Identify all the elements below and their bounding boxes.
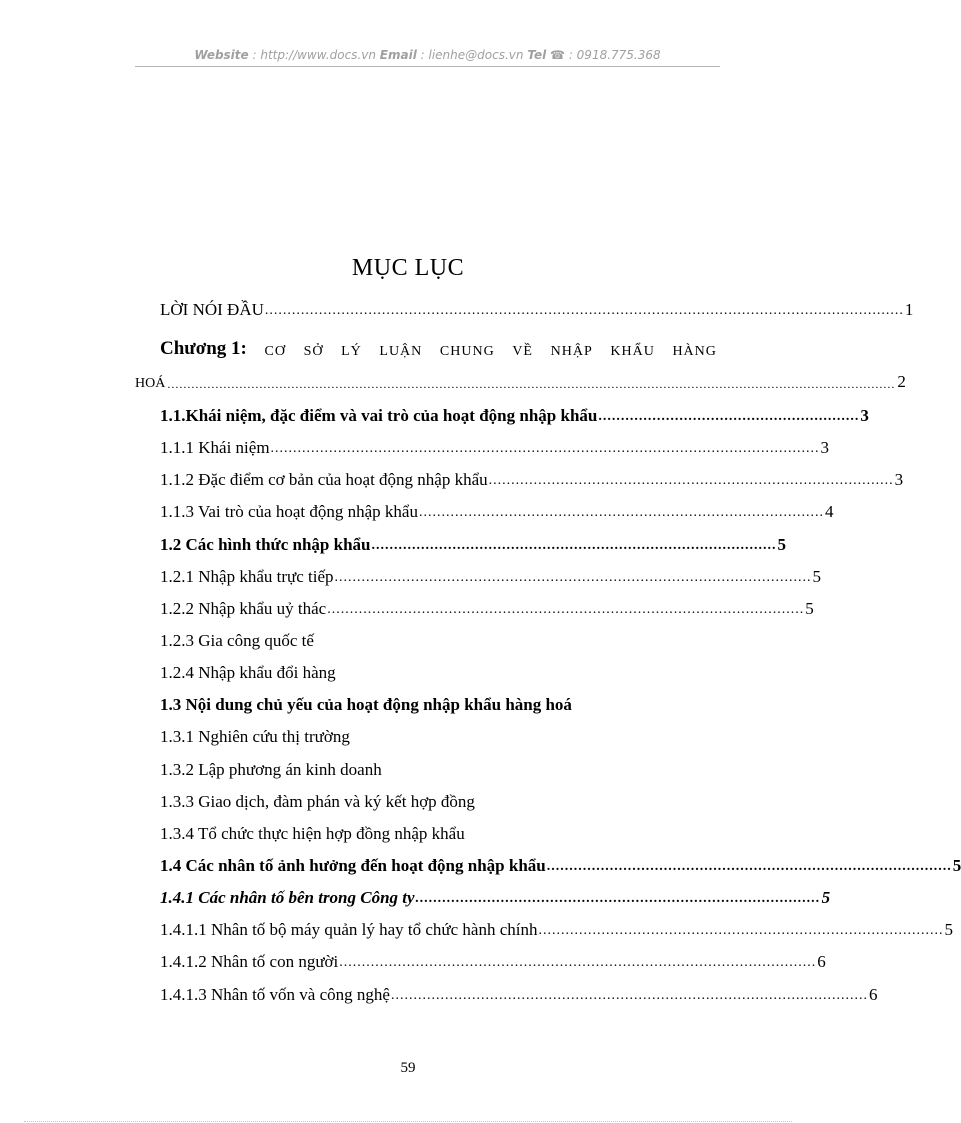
toc-leader-dots: ...................................................................................................................................................................................... bbox=[167, 377, 896, 391]
toc-entry-text: 1.4 Các nhân tố ảnh hưởng đến hoạt động nhập khẩu bbox=[160, 856, 546, 875]
toc-leader-dots: .......................................................................................................... bbox=[327, 602, 805, 617]
toc-entry[interactable] bbox=[160, 627, 717, 649]
toc-leader-dots: .......................................................................................................... bbox=[339, 955, 817, 970]
header-rule bbox=[135, 66, 720, 67]
toc-entry-text: 1.3.4 Tổ chức thực hiện hợp đồng nhập khẩu bbox=[160, 824, 465, 843]
tel-value: : 0918.775.368 bbox=[568, 48, 661, 62]
toc-entry-page: 3 bbox=[860, 406, 869, 425]
toc-entry[interactable] bbox=[160, 884, 831, 907]
toc-entry-page: 5 bbox=[952, 856, 961, 875]
toc-entry-text: 1.3 Nội dung chủ yếu của hoạt động nhập khẩu hàng hoá bbox=[160, 695, 572, 714]
toc-leader-dots: .......................................................................................... bbox=[418, 505, 824, 520]
chapter-word: SỞ bbox=[303, 344, 324, 359]
chapter-word: NHẬP bbox=[550, 344, 593, 359]
toc-entry-text: 1.1.2 Đặc điểm cơ bản của hoạt động nhập khẩu bbox=[160, 470, 488, 489]
toc-entry[interactable] bbox=[160, 788, 717, 810]
chapter-word: CHUNG bbox=[439, 344, 495, 359]
toc-leader-dots: .......................................................................................... bbox=[546, 859, 952, 874]
toc-entry-text: 1.3.3 Giao dịch, đàm phán và ký kết hợp đồng bbox=[160, 792, 475, 811]
page-bottom-border bbox=[24, 1121, 792, 1122]
email-value: : lienhe@docs.vn bbox=[420, 48, 524, 62]
website-label: Website bbox=[194, 48, 249, 62]
toc-entry-page: 6 bbox=[868, 985, 878, 1004]
toc-leader-dots: .......................................................................................................... bbox=[334, 570, 812, 585]
chapter-word: VỀ bbox=[512, 344, 533, 359]
toc-entry[interactable] bbox=[160, 466, 904, 489]
toc-entry[interactable] bbox=[160, 498, 834, 521]
toc-entry[interactable] bbox=[160, 434, 830, 457]
toc-entry-page: 1 bbox=[904, 300, 914, 319]
toc-entry[interactable] bbox=[160, 691, 717, 713]
toc-entry[interactable] bbox=[160, 595, 814, 618]
toc-entry-text: 1.4.1.2 Nhân tố con người bbox=[160, 952, 339, 971]
toc-chapter-1-continuation[interactable] bbox=[135, 370, 906, 392]
toc-leader-dots: .......................................................................................... bbox=[371, 538, 777, 553]
toc-entry[interactable] bbox=[160, 852, 961, 875]
toc-entry-text: 1.2 Các hình thức nhập khẩu bbox=[160, 535, 371, 554]
chapter-word: HÀNG bbox=[672, 344, 717, 359]
toc-leader-dots: .......................................................................................................................... bbox=[270, 441, 820, 456]
toc-entry-text: 1.3.2 Lập phương án kinh doanh bbox=[160, 760, 382, 779]
toc-entry-page: 5 bbox=[805, 599, 814, 618]
toc-entry-text: 1.1.3 Vai trò của hoạt động nhập khẩu bbox=[160, 502, 418, 521]
page-number: 59 bbox=[400, 1060, 416, 1076]
toc-entry-text: 1.2.4 Nhập khẩu đổi hàng bbox=[160, 663, 336, 682]
chapter-word: KHẨU bbox=[610, 344, 655, 359]
toc-entry-page: 5 bbox=[944, 920, 953, 939]
toc-entry-page: 6 bbox=[817, 952, 826, 971]
toc-entry[interactable] bbox=[160, 820, 717, 842]
toc-entry[interactable] bbox=[160, 981, 878, 1004]
toc-entry-intro[interactable] bbox=[160, 296, 914, 319]
toc-leader-dots: .......................................................................................... bbox=[415, 891, 821, 906]
chapter-prefix: Chương 1: bbox=[160, 338, 247, 359]
toc-entry-text: 1.3.1 Nghiên cứu thị trường bbox=[160, 727, 350, 746]
toc-entry-text: 1.4.1.3 Nhân tố vốn và công nghệ bbox=[160, 985, 390, 1004]
toc-entry[interactable] bbox=[160, 756, 717, 778]
website-value: : http://www.docs.vn bbox=[252, 48, 376, 62]
toc-entry-page: 5 bbox=[812, 567, 822, 586]
toc-leader-dots: .......................................................................................................... bbox=[390, 988, 868, 1003]
toc-entry-text: 1.2.1 Nhập khẩu trực tiếp bbox=[160, 567, 334, 586]
tel-label: Tel bbox=[527, 48, 547, 62]
page-header bbox=[135, 48, 720, 62]
chapter-word: LÝ bbox=[341, 344, 362, 359]
toc-entry-text: 1.2.2 Nhập khẩu uỷ thác bbox=[160, 599, 327, 618]
toc-entry-text: 1.1.1 Khái niệm bbox=[160, 438, 270, 457]
toc-leader-dots: .......................................................................................... bbox=[538, 923, 944, 938]
toc-entry-page: 5 bbox=[821, 888, 831, 907]
chapter-word: CƠ bbox=[264, 344, 286, 359]
toc-entry[interactable] bbox=[160, 531, 786, 554]
toc-entry-page: 3 bbox=[820, 438, 830, 457]
toc-leader-dots: .......................................................... bbox=[598, 409, 860, 424]
toc-entry[interactable] bbox=[160, 563, 822, 586]
page-title: MỤC LỤC bbox=[351, 255, 465, 281]
toc-entry-text: 1.2.3 Gia công quốc tế bbox=[160, 631, 314, 650]
toc-entry-text: 1.1.Khái niệm, đặc điểm và vai trò của hoạt động nhập khẩu bbox=[160, 406, 598, 425]
toc-leader-dots: .............................................................................................................................................. bbox=[264, 303, 904, 318]
chapter-word-cont: HOÁ bbox=[135, 376, 166, 391]
email-label: Email bbox=[379, 48, 417, 62]
toc-entry-page: 4 bbox=[824, 502, 834, 521]
toc-entry-text: LỜI NÓI ĐẦU bbox=[160, 300, 264, 319]
toc-entry-page: 2 bbox=[897, 372, 906, 391]
toc-entry-page: 3 bbox=[894, 470, 904, 489]
toc-entry[interactable] bbox=[160, 659, 717, 681]
toc-entry[interactable] bbox=[160, 948, 826, 971]
toc-entry-text: 1.4.1.1 Nhân tố bộ máy quản lý hay tổ chức hành chính bbox=[160, 920, 538, 939]
toc-chapter-1[interactable] bbox=[160, 334, 717, 360]
phone-icon: ☎ bbox=[550, 48, 565, 62]
toc-entry[interactable] bbox=[160, 916, 953, 939]
toc-entry-page: 5 bbox=[777, 535, 786, 554]
toc-entry[interactable] bbox=[160, 402, 869, 425]
chapter-word: LUẬN bbox=[379, 344, 423, 359]
toc-leader-dots: .......................................................................................... bbox=[488, 473, 894, 488]
toc-entry[interactable] bbox=[160, 723, 717, 745]
toc-entry-text: 1.4.1 Các nhân tố bên trong Công ty bbox=[160, 888, 415, 907]
